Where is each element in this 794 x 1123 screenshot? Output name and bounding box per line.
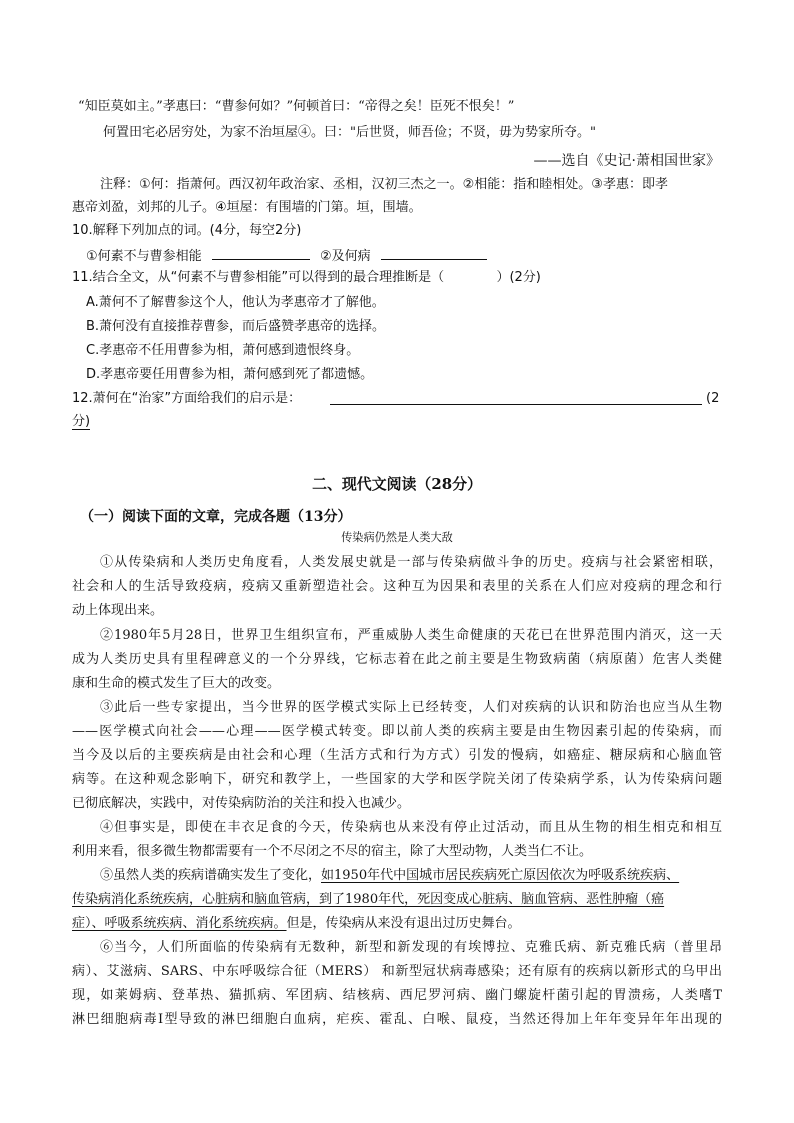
q12-title: 12.萧何在“治家”方面给我们的启示是： (72, 391, 302, 406)
article-p1-line-2: 社会和人的生活导致疫病，疫病又重新塑造社会。这种互为因果和表里的关系在人们应对疫病的理念和行 (72, 579, 722, 594)
classical-line-2: 何置田宅必居穷处，为家不治垣屋④。曰："后世贤，师吾俭；不贤，毋为势家所夺。" (103, 125, 596, 140)
q11-option-b: B.萧何没有直接推荐曹参，而后盛赞孝惠帝的选择。 (86, 319, 386, 334)
q10-item-a-label: ①何素不与曹参相能 (86, 249, 202, 264)
article-p3-line-3: 当今及以后的主要疾病是由社会和心理（生活方式和行为方式）引发的慢病，如癌症、糖尿病和心脑血管 (72, 748, 722, 763)
article-p6-line-2: 病）、艾滋病、SARS、中东呼吸综合征（MERS） 和新型冠状病毒感染；还有原有的疾病以新形式的乌甲出 (72, 964, 722, 979)
classical-source: ——选自《史记·萧相国世家》 (533, 153, 720, 169)
note-line-1: 注释：①何：指萧何。西汉初年政治家、丞相，汉初三杰之一。②相能：指和睦相处。③孝惠：即孝 (100, 177, 668, 192)
q12-score-a: (2 (706, 391, 720, 406)
q10-answer-b-blank[interactable] (381, 246, 487, 260)
q12-score-b: 分) (72, 414, 91, 429)
article-p1-line-1: ①从传染病和人类历史角度看，人类发展史就是一部与传染病做斗争的历史。疫病与社会紧密相联， (100, 555, 722, 570)
section-subheading: （一）阅读下面的文章，完成各题（13分） (80, 509, 352, 525)
article-p6-line-4: 淋巴细胞病毒Ⅰ型导致的淋巴细胞白血病，疟疾、霍乱、白喉、鼠疫，当然还得加上年年变异年年出现的 (72, 1012, 722, 1027)
q12-answer-blank[interactable] (330, 391, 702, 405)
classical-line-1: “知臣莫如主。”孝惠曰：“曹参何如？”何顿首曰：“帝得之矣！臣死不恨矣！” (78, 99, 515, 114)
q10-answer-a-blank[interactable] (212, 246, 310, 260)
article-p2-line-3: 康和生命的模式发生了巨大的改变。 (72, 676, 281, 691)
article-p6-line-1: ⑥当今，人们所面临的传染病有无数种，新型和新发现的有埃博拉、克雅氏病、新克雅氏病（普里昂 (100, 940, 722, 955)
q11-title (72, 269, 541, 287)
article-p5-line-1 (100, 867, 679, 885)
article-p2-line-1: ②1980年5月28日，世界卫生组织宣布，严重威胁人类生命健康的天花已在世界范围内消灭，这一天 (100, 628, 722, 643)
article-p5-line-2-underlined: 传染病消化系统疾病，心脏病和脑血管病，到了1980年代，死因变成心脏病、脑血管病、恶性肿瘤（癌 (72, 892, 665, 907)
article-p1-line-3: 动上体现出来。 (72, 603, 164, 618)
q10-title-text: 10.解释下列加点的词。(4分，每空2分) (72, 223, 302, 238)
article-p5-line-3-underlined: 症）、呼吸系统疾病、消化系统疾病。 (72, 916, 287, 931)
article-p3-line-1: ③此后一些专家提出，当今世界的医学模式实际上已经转变，人们对疾病的认识和防治也应当从生物 (100, 700, 722, 715)
article-title: 传染病仍然是人类大敌 (341, 531, 453, 544)
article-p5-line-1-pre: ⑤虽然人类的疾病谱确实发生了变化， (100, 868, 322, 883)
q11-option-d: D.孝惠帝要任用曹参为相，萧何感到死了都遗憾。 (86, 367, 374, 382)
article-p5-line-3 (72, 915, 521, 933)
article-p2-line-2: 成为人类历史具有里程碑意义的一个分界线，它标志着在此之前主要是生物致病菌（病原菌）危害人类健 (72, 652, 722, 667)
article-p4-line-2: 利用来看，很多微生物都需要有一个不尽闭之不尽的宿主，除了大型动物，人类当仁不让。 (72, 844, 593, 859)
q11-option-c: C.孝惠帝不任用曹参为相，萧何感到遗恨终身。 (86, 343, 360, 358)
article-p3-line-5: 已彻底解决，实践中，对传染病防治的关注和投入也减少。 (72, 796, 411, 811)
article-p6-line-3: 现，如莱姆病、登革热、猫抓病、军团病、结核病、西尼罗河病、幽门螺旋杆菌引起的胃溃疡，人类嗜T (72, 988, 722, 1003)
article-p5-line-1-underlined: 如1950年代中国城市居民疾病死亡原因依次为呼吸系统疾病、 (321, 868, 680, 883)
q11-option-a: A.萧何不了解曹参这个人，他认为孝惠帝才了解他。 (86, 295, 385, 310)
section-heading: 二、现代文阅读（28分） (312, 475, 482, 493)
article-p3-line-2: ——医学模式向社会——心理——医学模式转变。即以前人类的疾病主要是由生物因素引起的传染病，而 (72, 724, 722, 739)
q11-title-post: ）(2分) (496, 270, 541, 285)
article-p5-line-3-post: 但是，传染病从来没有退出过历史舞台。 (286, 916, 521, 931)
article-p4-line-1: ④但事实是，即使在丰衣足食的今天，传染病也从来没有停止过活动，而且从生物的相生相克和相互 (100, 820, 722, 835)
q10-item-a (86, 246, 487, 266)
article-p3-line-4: 病等。在这种观念影响下，研究和教学上，一些国家的大学和医学院关闭了传染病学系，认为传染病问题 (72, 772, 722, 787)
note-line-2: 惠帝刘盈，刘邦的儿子。④垣屋：有围墙的门第。垣，围墙。 (72, 200, 422, 215)
q11-title-pre: 11.结合全文，从“何素不与曹参相能”可以得到的最合理推断是（ (72, 270, 445, 285)
q10-item-b-label: ②及何病 (319, 249, 371, 264)
